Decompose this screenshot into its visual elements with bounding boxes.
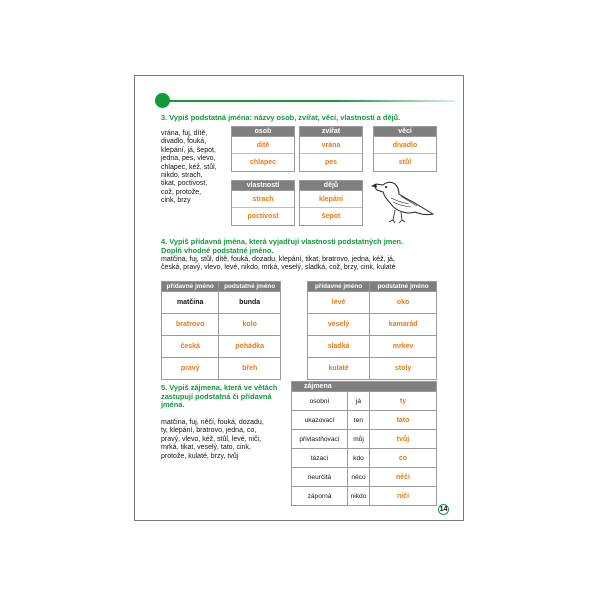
pronoun-table-header: zájmena	[292, 382, 437, 392]
crow-illustration-icon	[371, 176, 437, 224]
box-zvirat: zvířat vrána pes	[299, 126, 363, 172]
table-row: levé oko	[308, 292, 437, 314]
worksheet-page	[134, 75, 464, 521]
task5-word-list: matčina, fuj, něčí, fouká, dozadu, ty, klepání, bratrovo, jedna, co, pravý, vlevo, kéž, stůl, levé, niči, mrká, tikat, veselý, tato, cink, protože, kulaté, brzy, tvůj	[161, 419, 264, 460]
table-row: neurčitá něco něčí	[292, 468, 437, 487]
table-row: sladká mrkev	[308, 336, 437, 358]
box-veci: věcí divadlo stůl	[373, 126, 437, 172]
table-row: záporná nikdo niči	[292, 487, 437, 506]
pronoun-table	[291, 381, 437, 506]
task5-heading: 5. Vypiš zájmena, která ve větách zastupují podstatná či přídavná jména.	[161, 383, 278, 410]
table-row: česká pohádka	[162, 336, 281, 358]
task3-word-list: vrána, fuj, dítě, divadlo, fouká, klepání, já, šepot, jedna, pes, vlevo, chlapec, kéž, stůl, nikdo, strach, tikat, poctivost, což, protože, cink, brzy	[161, 130, 217, 205]
table-row: pravý břeh	[162, 358, 281, 380]
table-row: ukazovací ten tato	[292, 411, 437, 430]
task3-heading: 3. Vypiš podstatná jména: názvy osob, zvířat, věcí, vlastností a dějů.	[161, 113, 401, 122]
task4-word-list: matčina, fuj, stůl, dítě, fouká, dozadu, klepání, tikat, bratrovo, jedna, kéž, já, česká, pravý, vlevo, levé, nikdo, mrká, veselý, sladká, což, brzy, cink, kulaté	[161, 256, 396, 272]
table-row: kulaté stoly	[308, 358, 437, 380]
col-adj: přídavné jméno	[308, 282, 370, 292]
table-row: tázací kdo co	[292, 449, 437, 468]
task4-heading: 4. Vypiš přídavná jména, která vyjadřují vlastnosti podstatných jmen. Doplň vhodné podstatné jméno.	[161, 237, 404, 255]
adjective-table-left	[161, 281, 281, 380]
header-rule	[157, 100, 455, 102]
box-deju: dějů klepání šepot	[299, 180, 363, 226]
header-dot-icon	[155, 93, 170, 108]
box-vlastnosti: vlastností strach poctivost	[231, 180, 295, 226]
page-number: 14	[439, 506, 448, 513]
table-row: bratrovo kolo	[162, 314, 281, 336]
table-row: osobní já ty	[292, 392, 437, 411]
col-noun: podstatné jméno	[219, 282, 281, 292]
table-row: matčina bunda	[162, 292, 281, 314]
adjective-table-right	[307, 281, 437, 380]
box-osob: osob dítě chlapec	[231, 126, 295, 172]
col-noun: podstatné jméno	[370, 282, 437, 292]
table-row: přivlastňovací můj tvůj	[292, 430, 437, 449]
table-row: veselý kamarád	[308, 314, 437, 336]
col-adj: přídavné jméno	[162, 282, 219, 292]
